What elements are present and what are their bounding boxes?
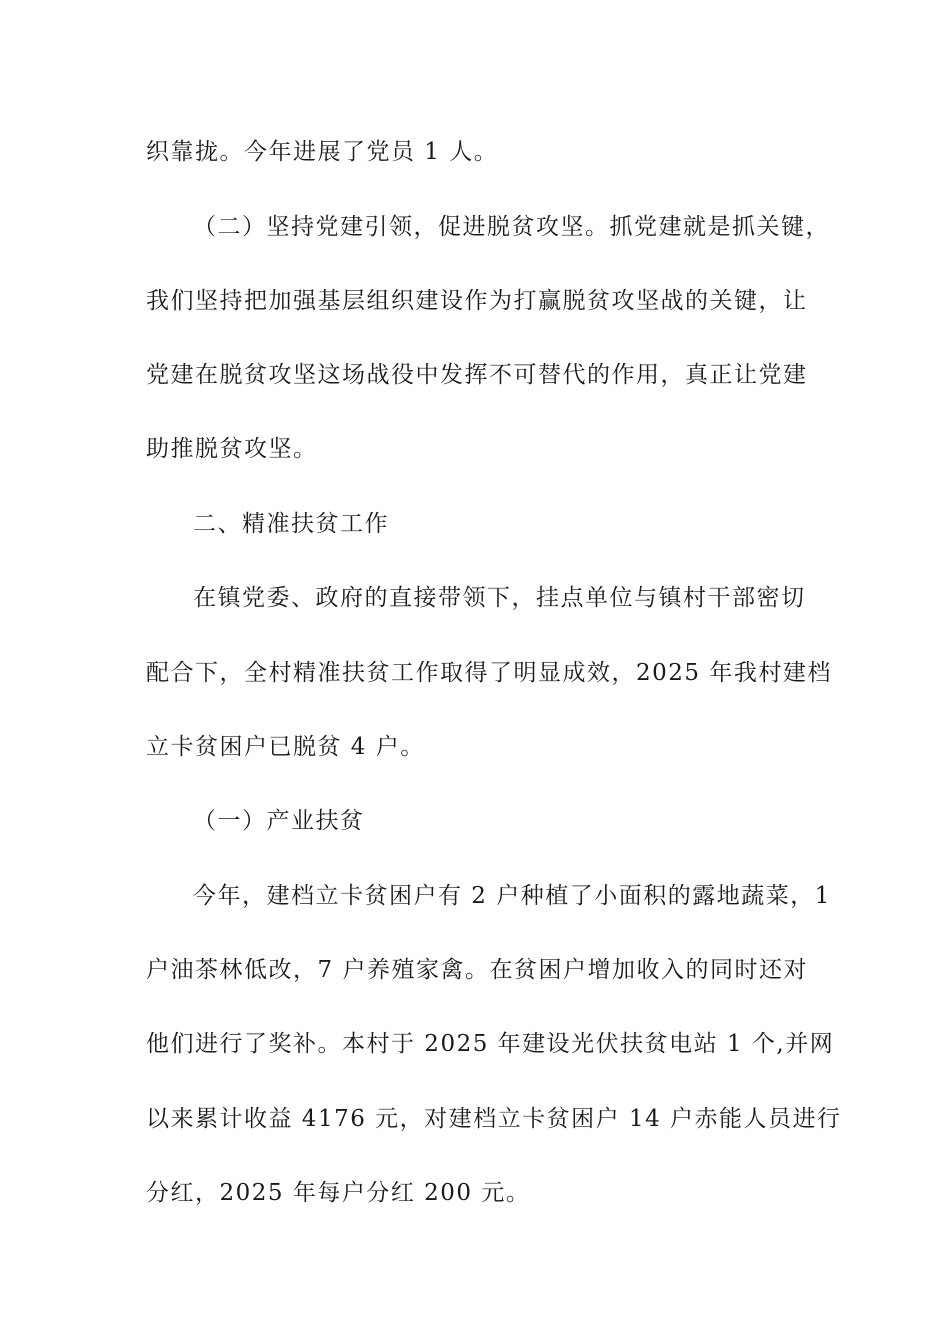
text-line: 以来累计收益 4176 元，对建档立卡贫困户 14 户赤能人员进行: [146, 1106, 842, 1132]
text-line: 分红，2025 年每户分红 200 元。: [146, 1180, 531, 1206]
text-line: 立卡贫困户已脱贫 4 户。: [146, 734, 425, 760]
section-heading-1: （一）产业扶贫: [193, 808, 365, 834]
text-line: 今年，建档立卡贫困户有 2 户种植了小面积的露地蔬菜，1: [193, 883, 831, 909]
text-line: 助推脱贫攻坚。: [146, 436, 318, 462]
text-line: 户油茶林低改，7 户养殖家禽。在贫困户增加收入的同时还对: [146, 957, 808, 983]
text-line: 他们进行了奖补。本村于 2025 年建设光伏扶贫电站 1 个,并网: [146, 1031, 835, 1057]
text-line: 党建在脱贫攻坚这场战役中发挥不可替代的作用，真正让党建: [146, 362, 808, 388]
section-heading-2: （二）坚持党建引领，促进脱贫攻坚。抓党建就是抓关键，: [193, 214, 830, 240]
text-line: 我们坚持把加强基层组织建设作为打赢脱贫攻坚战的关键，让: [146, 288, 808, 314]
chapter-heading: 二、精准扶贫工作: [193, 511, 389, 537]
text-line: 配合下，全村精准扶贫工作取得了明显成效，2025 年我村建档: [146, 660, 832, 686]
text-line: 织靠拢。今年进展了党员 1 人。: [146, 139, 499, 165]
text-line: 在镇党委、政府的直接带领下，挂点单位与镇村干部密切: [193, 585, 806, 611]
